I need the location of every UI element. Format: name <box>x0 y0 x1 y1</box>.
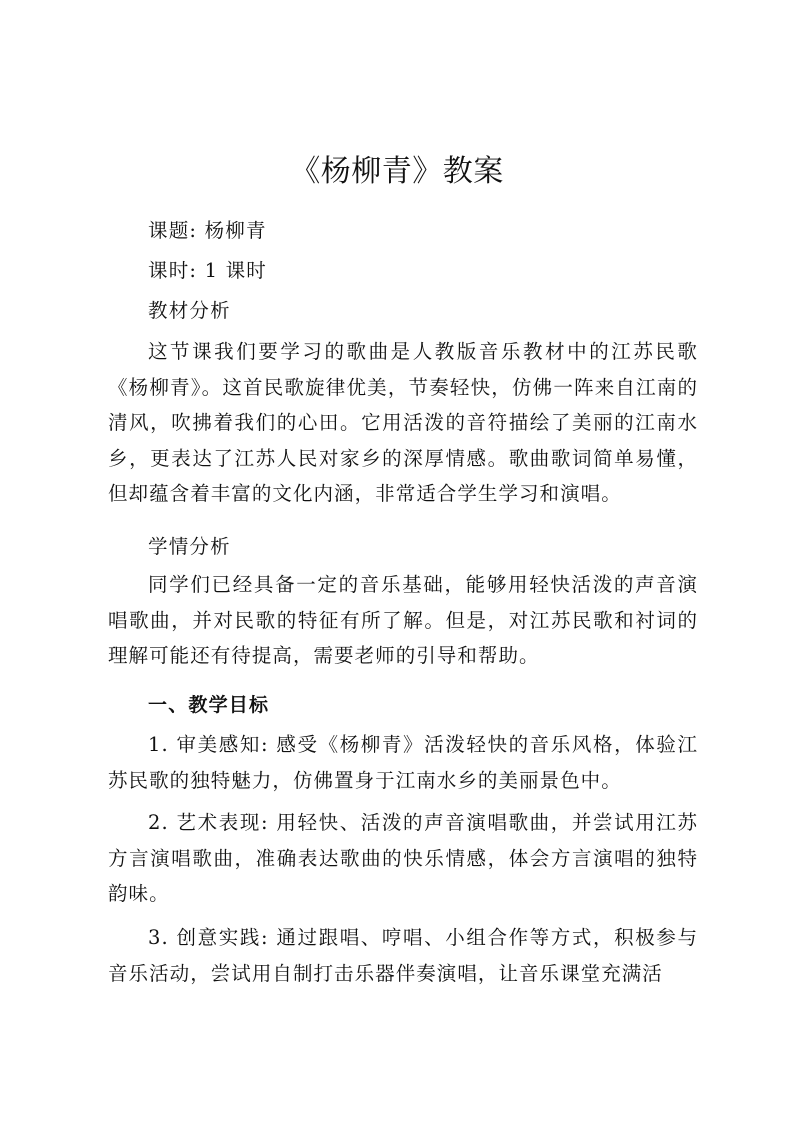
hours-line: 课时: 1 课时 <box>148 259 267 282</box>
material-paragraph: 这节课我们要学习的歌曲是人教版音乐教材中的江苏民歌《杨柳青》。这首民歌旋律优美，节奏轻快，仿佛一阵来自江南的清风，吹拂着我们的心田。它用活泼的音符描绘了美丽的江南水乡，更表达了江苏人民对家乡的深厚情感。歌曲歌词简单易懂，但却蕴含着丰富的文化内涵，非常适合学生学习和演唱。 <box>108 340 698 505</box>
goal-3-paragraph: 3. 创意实践: 通过跟唱、哼唱、小组合作等方式，积极参与音乐活动，尝试用自制打击乐器伴奏演唱，让音乐课堂充满活 <box>108 926 698 985</box>
goal-2-paragraph: 2. 艺术表现: 用轻快、活泼的声音演唱歌曲，并尝试用江苏方言演唱歌曲，准确表达歌曲的快乐情感，体会方言演唱的独特韵味。 <box>108 811 698 905</box>
material-heading: 教材分析 <box>148 299 231 322</box>
topic-line: 课题: 杨柳青 <box>148 219 267 242</box>
goal-1-paragraph: 1. 审美感知: 感受《杨柳青》活泼轻快的音乐风格，体验江苏民歌的独特魅力，仿佛置身于江南水乡的美丽景色中。 <box>108 733 698 792</box>
student-heading: 学情分析 <box>148 535 231 558</box>
student-paragraph: 同学们已经具备一定的音乐基础，能够用轻快活泼的声音演唱歌曲，并对民歌的特征有所了解。但是，对江苏民歌和衬词的理解可能还有待提高，需要老师的引导和帮助。 <box>108 573 698 667</box>
goals-heading: 一、教学目标 <box>148 694 270 716</box>
document-title: 《杨柳青》教案 <box>290 154 504 189</box>
